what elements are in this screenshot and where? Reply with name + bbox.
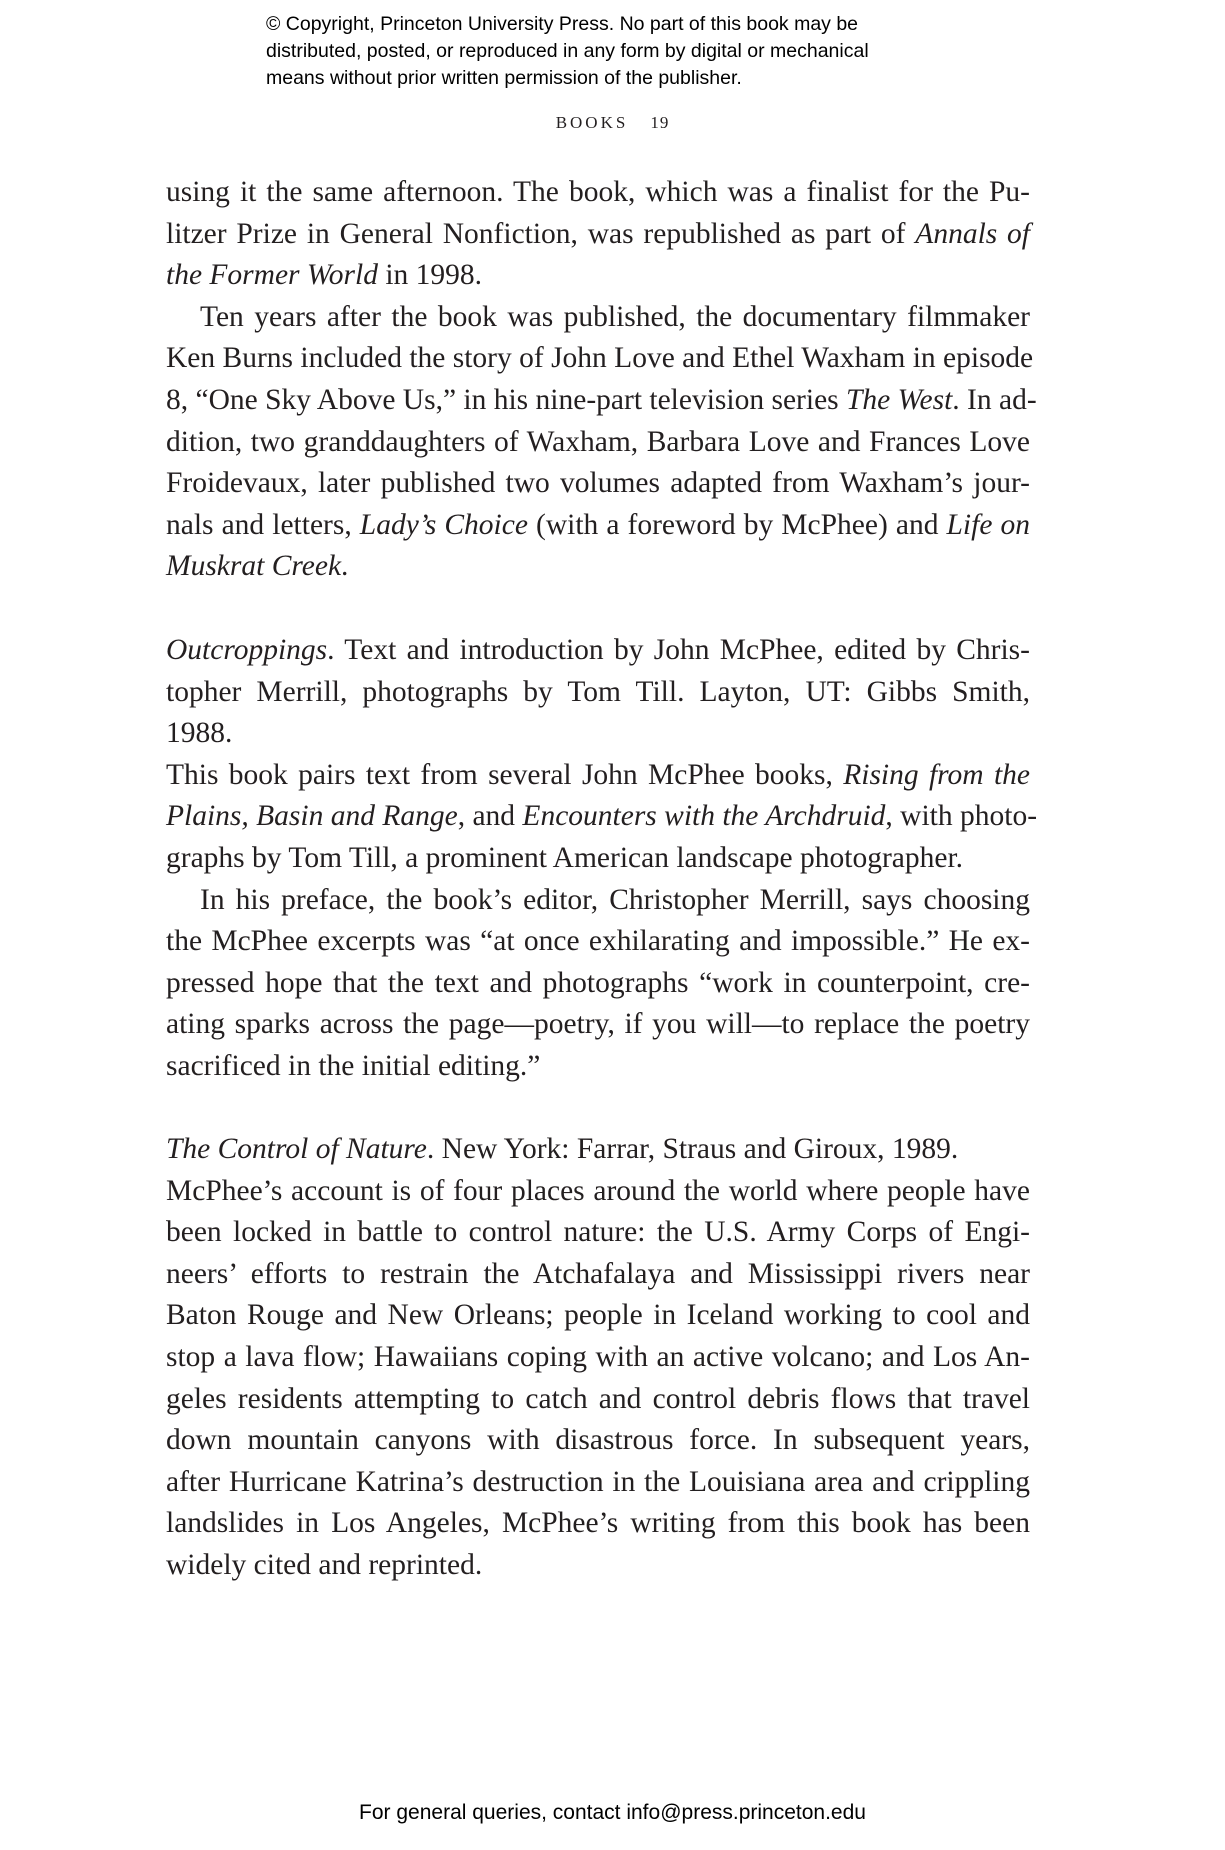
entry-outcroppings bbox=[166, 630, 1038, 1088]
text-line: widely cited and reprinted. bbox=[166, 1548, 483, 1581]
text-line: This book pairs text from several John McPhee books, Rising from the bbox=[166, 758, 1030, 791]
text-line: litzer Prize in General Nonfiction, was republished as part of Annals of bbox=[166, 217, 1030, 250]
text-line: down mountain canyons with disastrous force. In subsequent years, bbox=[166, 1424, 1030, 1457]
text-line: geles residents attempting to catch and control debris flows that travel bbox=[166, 1382, 1030, 1415]
copyright-line: © Copyright, Princeton University Press. No part of this book may be bbox=[266, 13, 859, 35]
text-line: Ten years after the book was published, the documentary filmmaker bbox=[200, 300, 1030, 333]
text-line: Ken Burns included the story of John Love and Ethel Waxham in episode bbox=[166, 342, 1034, 375]
text-line: stop a lava flow; Hawaiians coping with an active volcano; and Los An- bbox=[166, 1340, 1030, 1373]
copyright-notice bbox=[266, 11, 1026, 92]
text-line: after Hurricane Katrina’s destruction in the Louisiana area and crippling bbox=[166, 1465, 1030, 1498]
continuation-text bbox=[166, 172, 1037, 588]
text-line: Froidevaux, later published two volumes adapted from Waxham’s jour- bbox=[166, 467, 1030, 500]
page-number: 19 bbox=[650, 113, 670, 132]
text-line: ating sparks across the page—poetry, if you will—to replace the poetry bbox=[166, 1008, 1030, 1041]
text-line: 8, “One Sky Above Us,” in his nine-part television series The West. In ad- bbox=[166, 383, 1037, 416]
text-line: sacrificed in the initial editing.” bbox=[166, 1049, 541, 1082]
footer-contact: For general queries, contact info@press.princeton.edu bbox=[359, 1801, 866, 1824]
text-line: the McPhee excerpts was “at once exhilarating and impossible.” He ex- bbox=[166, 925, 1030, 958]
text-line: Baton Rouge and New Orleans; people in Iceland working to cool and bbox=[166, 1299, 1030, 1332]
entry-citation-line: The Control of Nature. New York: Farrar, Straus and Giroux, 1989. bbox=[166, 1133, 959, 1165]
entry-citation-line: Outcroppings. Text and introduction by John McPhee, edited by Chris- bbox=[166, 634, 1030, 666]
text-line: graphs by Tom Till, a prominent American landscape photographer. bbox=[166, 841, 964, 874]
text-line: In his preface, the book’s editor, Christopher Merrill, says choosing bbox=[200, 883, 1030, 916]
text-line: using it the same afternoon. The book, which was a finalist for the Pu- bbox=[166, 176, 1030, 208]
copyright-line: means without prior written permission of the publisher. bbox=[266, 67, 742, 89]
text-line: landslides in Los Angeles, McPhee’s writing from this book has been bbox=[166, 1507, 1030, 1540]
text-line: nals and letters, Lady’s Choice (with a foreword by McPhee) and Life on bbox=[166, 508, 1030, 541]
text-line: pressed hope that the text and photographs “work in counterpoint, cre- bbox=[166, 966, 1030, 999]
text-line: neers’ efforts to restrain the Atchafalaya and Mississippi rivers near bbox=[166, 1257, 1030, 1290]
text-line: been locked in battle to control nature: the U.S. Army Corps of Engi- bbox=[166, 1216, 1030, 1249]
running-head-section: BOOKS bbox=[555, 113, 629, 132]
text-line: Plains, Basin and Range, and Encounters with the Archdruid, with photo- bbox=[166, 800, 1038, 833]
entry-citation-line: 1988. bbox=[166, 717, 233, 750]
text-line: McPhee’s account is of four places around the world where people have bbox=[166, 1174, 1030, 1207]
running-head bbox=[0, 113, 1225, 133]
entry-control-of-nature bbox=[166, 1129, 1030, 1587]
entry-citation-line: topher Merrill, photographs by Tom Till. Layton, UT: Gibbs Smith, bbox=[166, 675, 1030, 708]
text-line: dition, two granddaughters of Waxham, Barbara Love and Frances Love bbox=[166, 425, 1030, 458]
text-line: the Former World in 1998. bbox=[166, 259, 483, 292]
text-line: Muskrat Creek. bbox=[166, 550, 349, 583]
copyright-line: distributed, posted, or reproduced in any form by digital or mechanical bbox=[266, 40, 869, 62]
